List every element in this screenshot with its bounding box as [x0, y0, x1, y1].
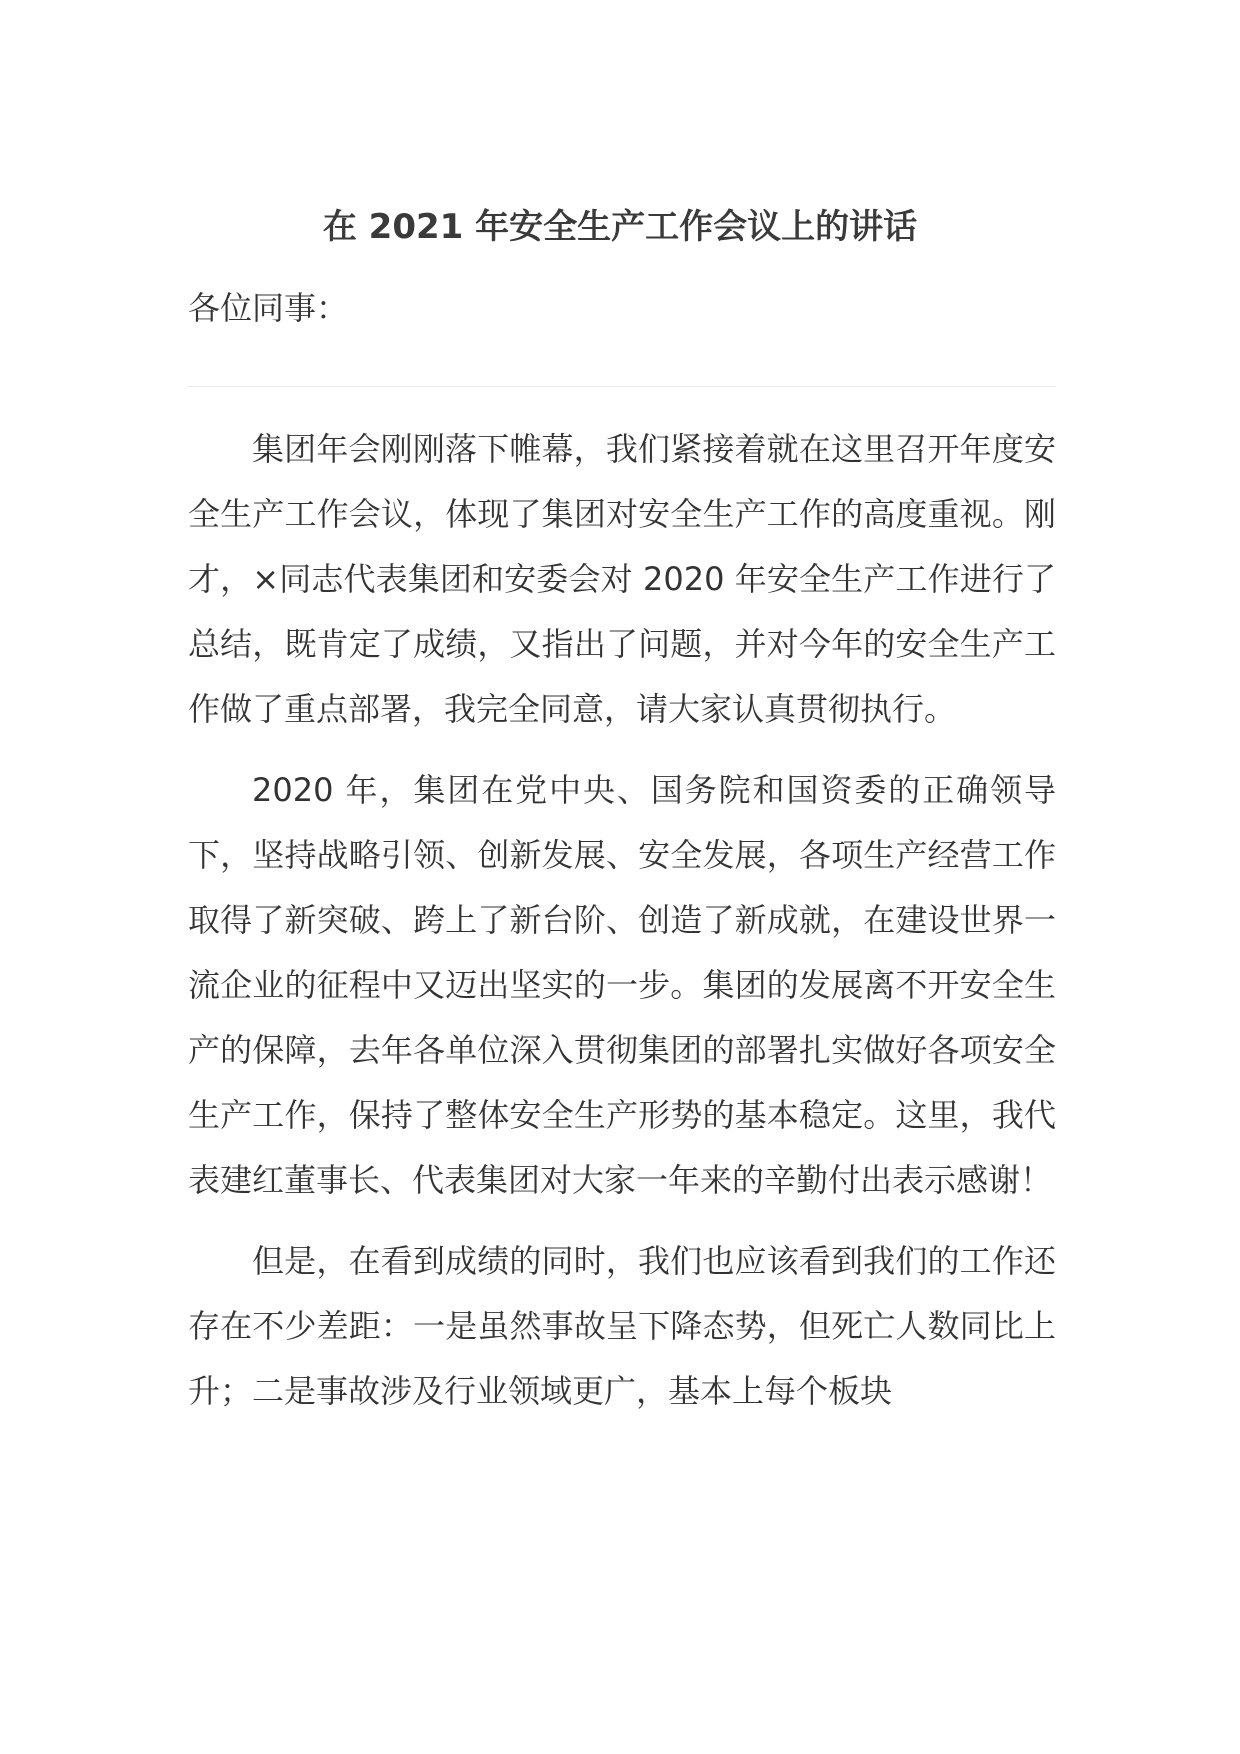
paragraph: 集团年会刚刚落下帷幕，我们紧接着就在这里召开年度安全生产工作会议，体现了集团对安全生产工作的高度重视。刚才，×同志代表集团和安委会对 2020 年安全生产工作进行了总结，既肯定了成绩，又指出了问题，并对今年的安全生产工作做了重点部署，我完全同意，请大家认真贯彻执行。 [188, 430, 1056, 728]
document-body [188, 417, 1056, 1440]
paragraph: 2020 年，集团在党中央、国务院和国资委的正确领导下，坚持战略引领、创新发展、安全发展，各项生产经营工作取得了新突破、跨上了新台阶、创造了新成就，在建设世界一流企业的征程中又迈出坚实的一步。集团的发展离不开安全生产的保障，去年各单位深入贯彻集团的部署扎实做好各项安全生产工作，保持了整体安全生产形势的基本稳定。这里，我代表建红董事长、代表集团对大家一年来的辛勤付出表示感谢！ [188, 771, 1056, 1199]
salutation: 各位同事： [188, 289, 349, 327]
divider [188, 386, 1056, 387]
document-title: 在 2021 年安全生产工作会议上的讲话 [322, 207, 918, 247]
paragraph: 但是，在看到成绩的同时，我们也应该看到我们的工作还存在不少差距：一是虽然事故呈下降态势，但死亡人数同比上升；二是事故涉及行业领域更广，基本上每个板块 [188, 1242, 1056, 1410]
